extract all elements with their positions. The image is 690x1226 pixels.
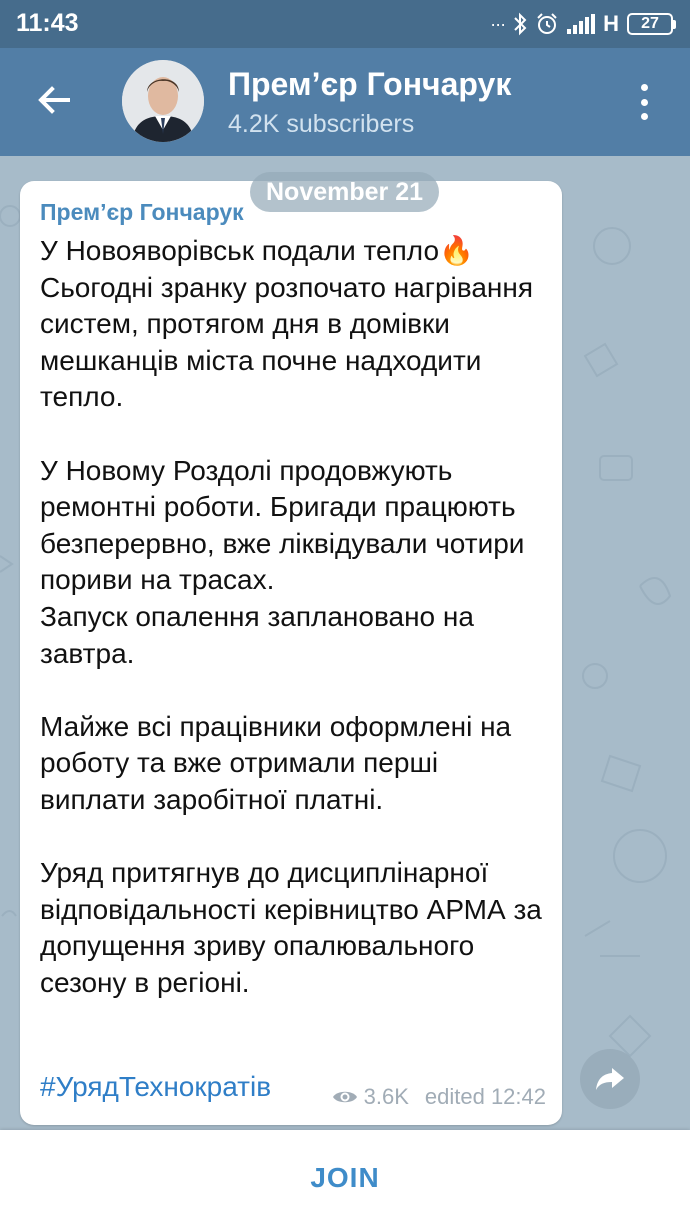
join-button[interactable]: JOIN	[310, 1162, 380, 1193]
battery-level: 27	[627, 13, 673, 35]
hashtag-link[interactable]: #УрядТехнократів	[40, 1071, 272, 1102]
message-sender[interactable]: Прем’єр Гончарук	[40, 199, 244, 225]
channel-post-bubble[interactable]	[20, 181, 562, 1125]
share-button[interactable]	[580, 1049, 640, 1109]
channel-title[interactable]: Прем’єр Гончарук	[228, 66, 512, 102]
channel-avatar[interactable]	[122, 60, 204, 142]
more-vertical-icon[interactable]	[628, 78, 660, 126]
more-dots-icon: ···	[490, 13, 506, 34]
battery-icon	[627, 13, 676, 35]
status-icons	[490, 9, 676, 39]
signal-icon	[567, 14, 595, 34]
status-time: 11:43	[16, 9, 79, 37]
date-separator: November 21	[250, 172, 439, 212]
share-icon	[595, 1066, 625, 1092]
edited-timestamp: edited 12:42	[424, 1084, 546, 1109]
back-arrow-icon	[30, 76, 78, 124]
message-text: У Новояворівськ подали тепло🔥 Сьогодні зранку розпочато нагрівання систем, протягом дня в домівки мешканців міста почне надходити тепло. У Новому Роздолі продовжують ремонтні роботи. Бригади працюють безперервно, вже ліквідували чотири пориви на трасах. Запуск опалення заплановано на завтра. Майже всі працівники оформлені на роботу та вже отримали перші виплати заробітної платні. Уряд притягнув до дисциплінарної відповідальності керівництво АРМА за допущення зриву опалювального сезону в регіоні.	[40, 235, 542, 998]
chat-header	[0, 48, 690, 156]
message-list[interactable]	[0, 156, 690, 1130]
subscriber-count: 4.2K subscribers	[228, 110, 415, 138]
message-meta	[332, 1084, 546, 1110]
alarm-icon	[535, 12, 559, 36]
bluetooth-icon	[513, 12, 527, 36]
status-bar	[0, 0, 690, 48]
network-type: H	[603, 11, 619, 36]
back-button[interactable]	[30, 76, 78, 124]
bottom-bar	[0, 1130, 690, 1226]
view-count: 3.6K	[363, 1084, 409, 1109]
eye-icon	[332, 1088, 358, 1106]
